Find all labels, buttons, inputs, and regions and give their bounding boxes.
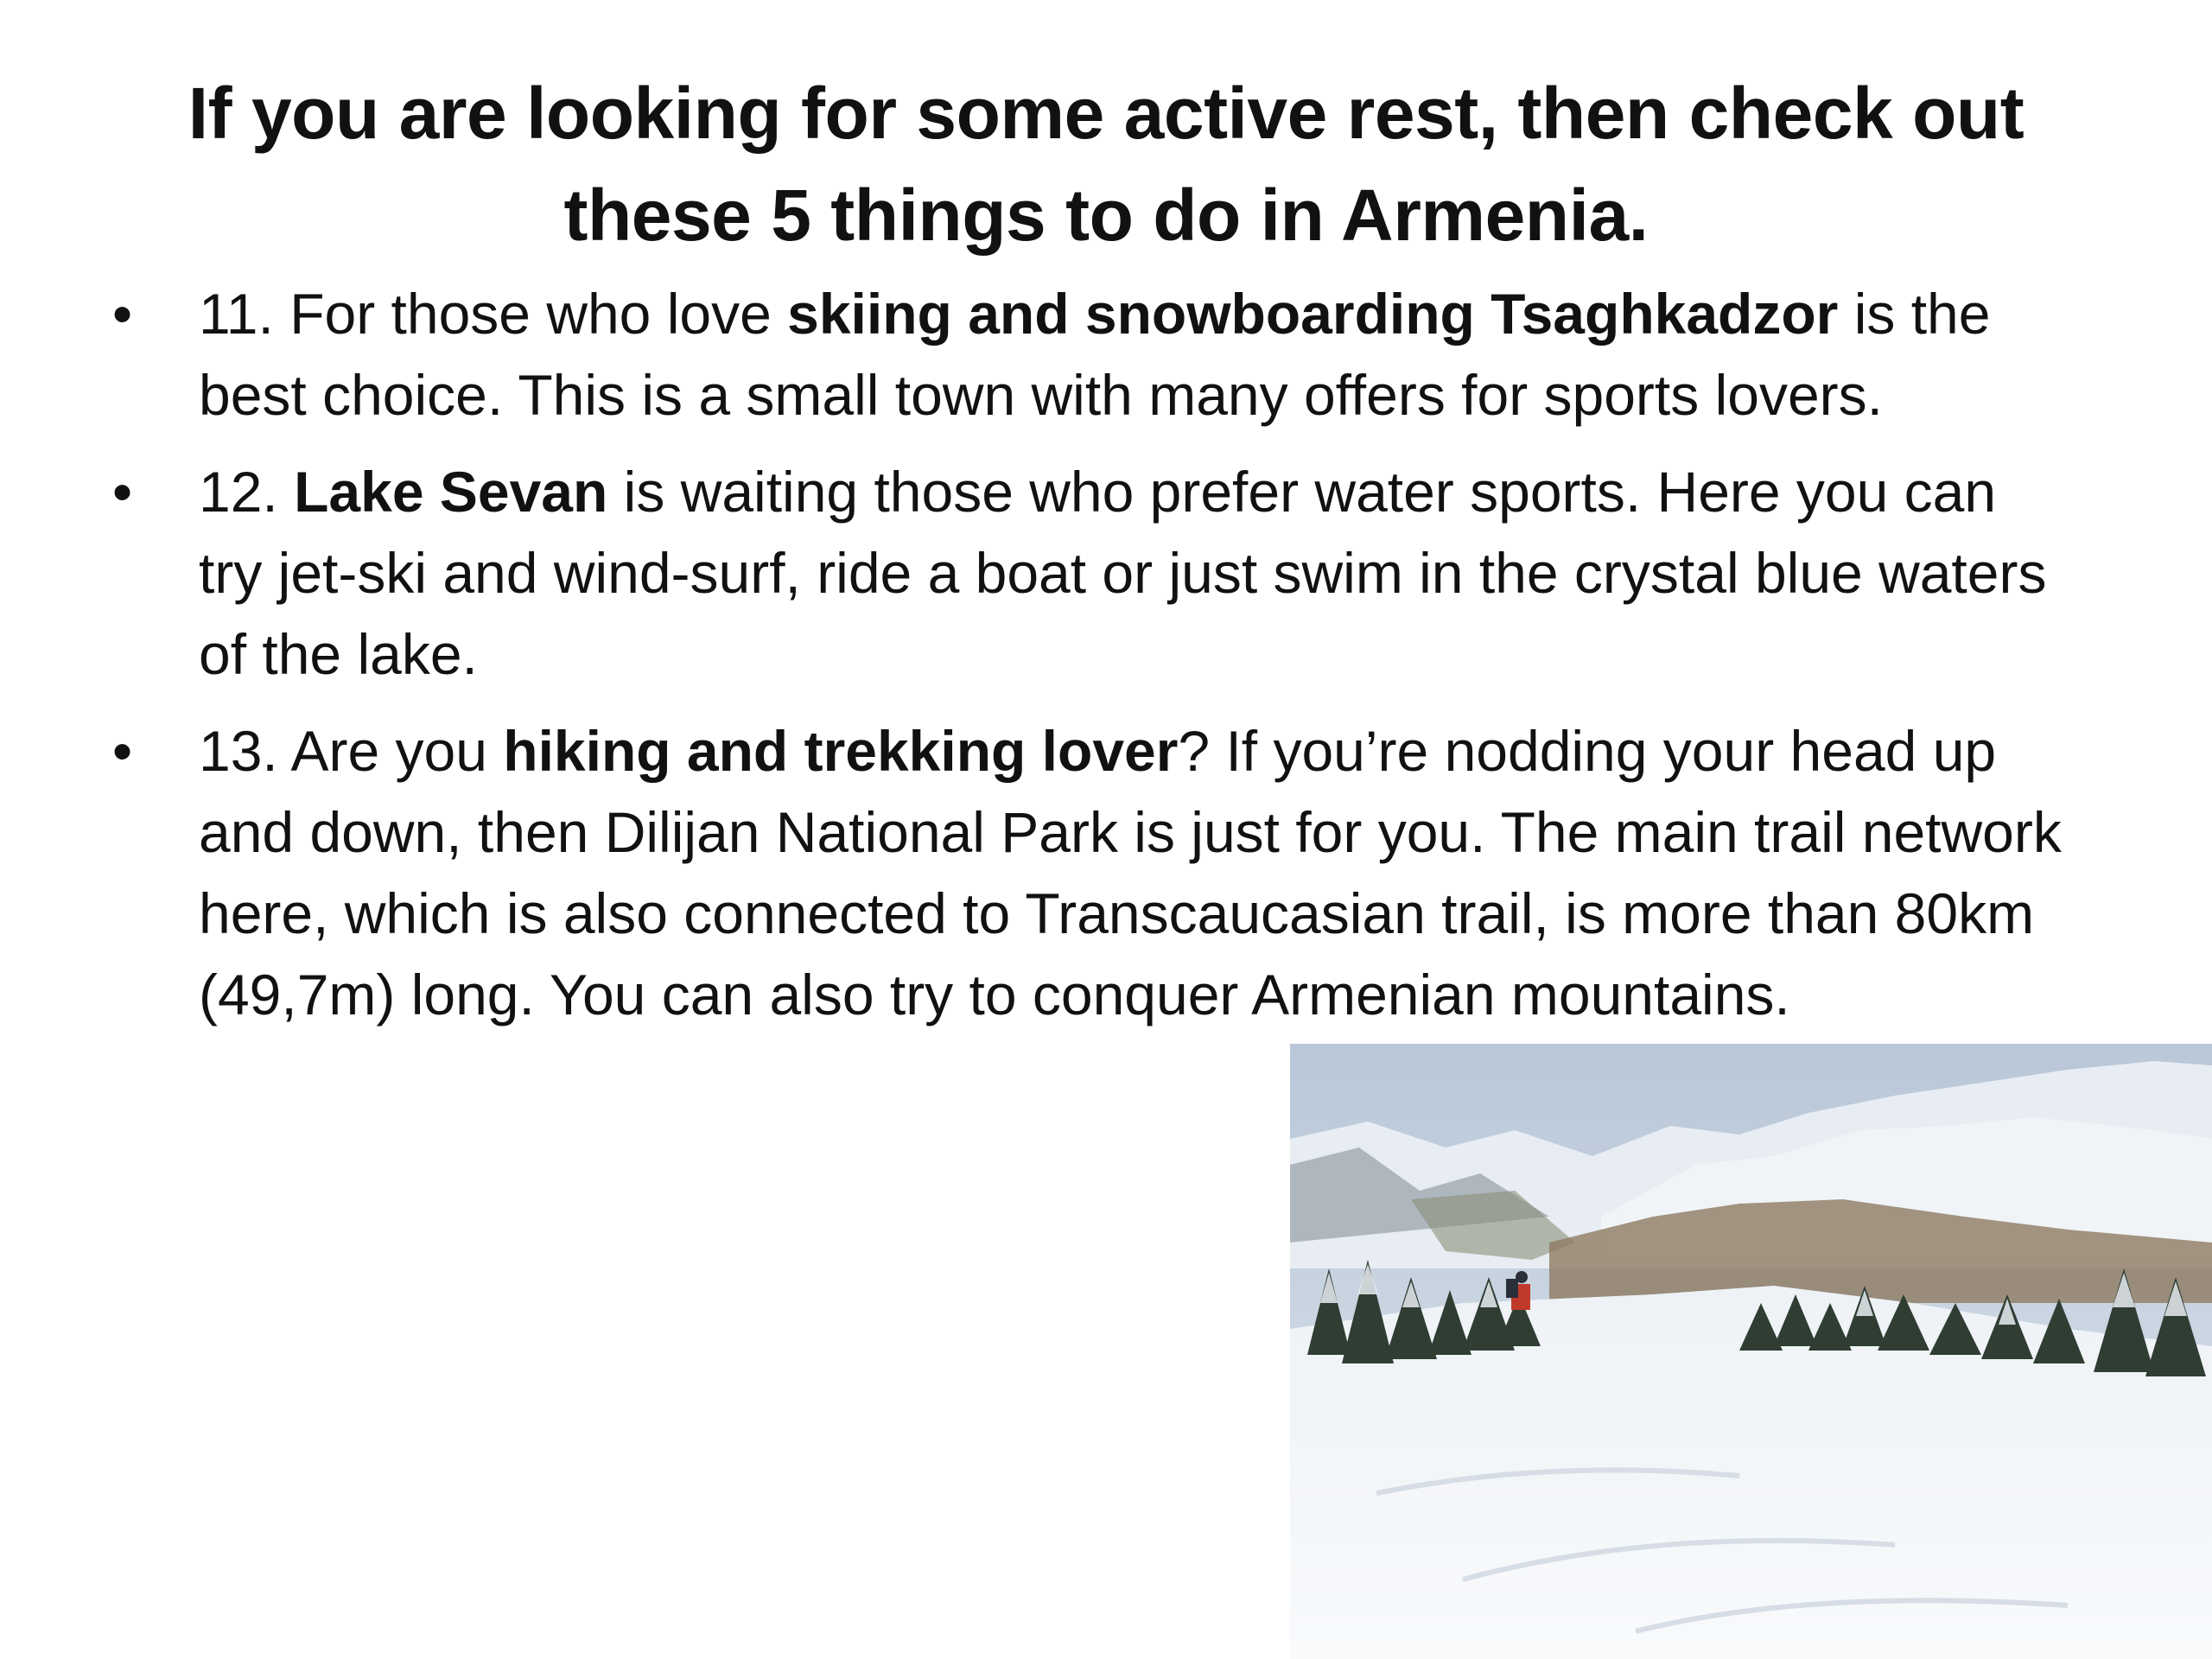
item-number: 12. xyxy=(199,460,295,524)
bullet-list xyxy=(112,273,2074,1051)
item-text-bold: skiing and snowboarding Tsaghkadzor xyxy=(787,282,1839,346)
item-number: 11. xyxy=(199,282,290,346)
bullet-item-11 xyxy=(112,273,2074,435)
bullet-icon xyxy=(112,710,147,791)
bullet-icon xyxy=(112,273,147,354)
bullet-item-13 xyxy=(112,710,2074,1035)
item-text-bold: Lake Sevan xyxy=(294,460,608,524)
slide-title: If you are looking for some active rest, then check out these 5 things to do in Armenia. xyxy=(188,73,2024,256)
item-text-post: is waiting those who prefer water sports. Here you can try jet-ski and wind-surf, ride a boat or just swim in the crystal blue waters of the lake. xyxy=(199,460,2047,686)
ski-slope-illustration xyxy=(1290,1044,2212,1659)
bullet-item-12 xyxy=(112,451,2074,695)
item-text-pre: For those who love xyxy=(289,282,788,346)
item-text-post: ? If you’re nodding your head up and down, then Dilijan National Park is just for you. The main trail network here, which is also connected to Transcaucasian trail, is more than 80km (49,7m) long. You can also try to conquer Armenian mountains. xyxy=(199,719,2062,1027)
item-text-post: is the best choice. This is a small town with many offers for sports lovers. xyxy=(199,282,1991,427)
ski-slope-photo xyxy=(1290,1044,2212,1659)
bullet-icon xyxy=(112,451,147,532)
item-text-bold: hiking and trekking lover xyxy=(503,719,1179,783)
item-text-pre: Are you xyxy=(290,719,504,783)
item-number: 13. xyxy=(199,719,291,783)
